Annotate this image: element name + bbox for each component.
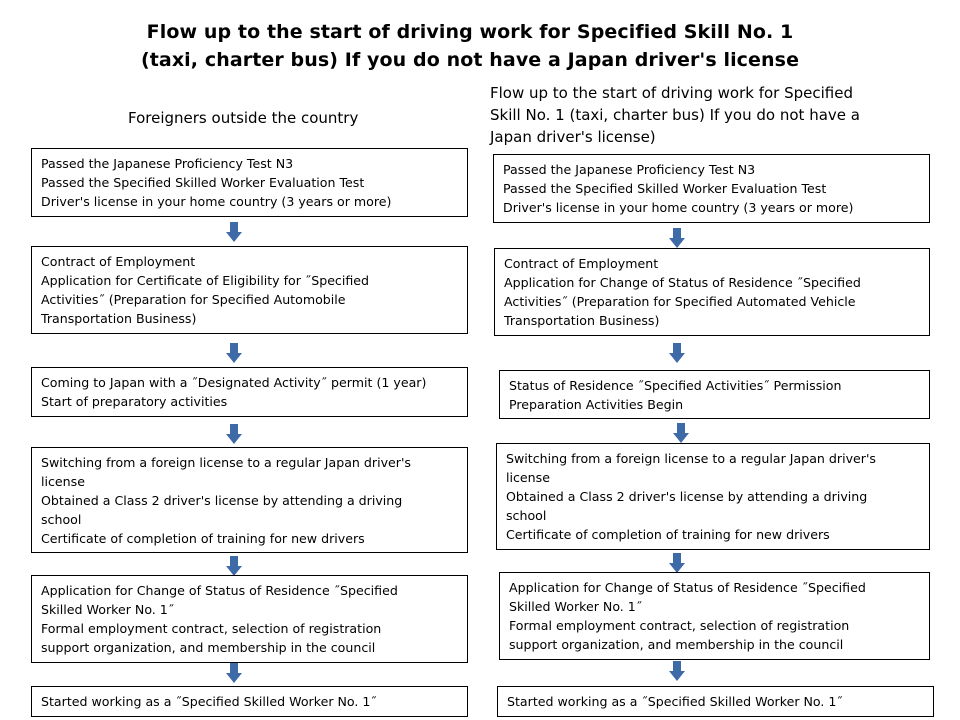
down-arrow-icon — [226, 556, 242, 576]
main-title — [100, 18, 840, 74]
left-step-5-line-3: Formal employment contract, selection of registration — [41, 621, 382, 636]
main-title-line-2: (taxi, charter bus) If you do not have a Japan driver's license — [140, 49, 800, 71]
left-step-4-line-3: Obtained a Class 2 driver's license by attending a driving — [41, 493, 403, 508]
left-step-2-line-2: Application for Certificate of Eligibility for ˝Specified — [41, 273, 370, 288]
right-step-5-line-3: Formal employment contract, selection of registration — [509, 618, 850, 633]
right-step-5-line-1: Application for Change of Status of Residence ˝Specified — [509, 580, 866, 595]
right-heading-line-2: Skill No. 1 (taxi, charter bus) If you do not have a — [490, 106, 860, 124]
left-step-1-line-2: Passed the Specified Skilled Worker Evaluation Test — [41, 175, 365, 190]
left-step-4-line-1: Switching from a foreign license to a regular Japan driver's — [41, 455, 411, 470]
right-step-5-line-2: Skilled Worker No. 1˝ — [509, 599, 643, 614]
left-step-3-line-1: Coming to Japan with a ˝Designated Activity˝ permit (1 year) — [41, 375, 427, 390]
left-step-1-box — [31, 148, 468, 217]
down-arrow-icon — [669, 661, 685, 681]
right-step-3-line-2: Preparation Activities Begin — [509, 397, 684, 412]
right-step-3-line-1: Status of Residence ˝Specified Activities˝ Permission — [509, 378, 842, 393]
right-step-4-line-3: Obtained a Class 2 driver's license by attending a driving — [506, 489, 868, 504]
left-step-2-box — [31, 246, 468, 334]
left-step-4-line-4: school — [41, 512, 82, 527]
right-step-2-line-2: Application for Change of Status of Residence ˝Specified — [504, 275, 861, 290]
right-heading-line-3: Japan driver's license) — [490, 128, 656, 146]
right-step-1-line-2: Passed the Specified Skilled Worker Evaluation Test — [503, 181, 827, 196]
left-step-5-box — [31, 575, 468, 663]
right-step-4-line-4: school — [506, 508, 547, 523]
main-title-line-1: Flow up to the start of driving work for Specified Skill No. 1 — [146, 21, 794, 43]
right-step-1-line-3: Driver's license in your home country (3 years or more) — [503, 200, 854, 215]
right-step-1-line-1: Passed the Japanese Proficiency Test N3 — [503, 162, 756, 177]
right-step-5-line-4: support organization, and membership in the council — [509, 637, 844, 652]
left-column-heading: Foreigners outside the country — [128, 109, 359, 127]
left-step-3-line-2: Start of preparatory activities — [41, 394, 228, 409]
left-step-4-line-5: Certificate of completion of training for new drivers — [41, 531, 365, 546]
right-step-2-line-1: Contract of Employment — [504, 256, 659, 271]
down-arrow-icon — [226, 343, 242, 363]
down-arrow-icon — [226, 663, 242, 683]
right-column-heading — [490, 82, 910, 148]
down-arrow-icon — [669, 343, 685, 363]
down-arrow-icon — [669, 553, 685, 573]
right-step-4-box — [496, 443, 930, 550]
down-arrow-icon — [226, 222, 242, 242]
right-step-4-line-5: Certificate of completion of training for new drivers — [506, 527, 830, 542]
left-step-1-line-3: Driver's license in your home country (3 years or more) — [41, 194, 392, 209]
left-step-3-box — [31, 367, 468, 417]
left-step-6-line-1: Started working as a ˝Specified Skilled Worker No. 1˝ — [41, 694, 377, 709]
right-step-3-box — [499, 370, 930, 419]
right-step-1-box — [493, 154, 930, 223]
left-step-1-line-1: Passed the Japanese Proficiency Test N3 — [41, 156, 294, 171]
left-step-4-box — [31, 447, 468, 553]
right-step-2-line-4: Transportation Business) — [504, 313, 660, 328]
right-step-2-line-3: Activities˝ (Preparation for Specified Automated Vehicle — [504, 294, 856, 309]
down-arrow-icon — [669, 228, 685, 248]
right-step-5-box — [499, 572, 930, 660]
right-step-6-line-1: Started working as a ˝Specified Skilled Worker No. 1˝ — [507, 694, 843, 709]
down-arrow-icon — [226, 424, 242, 444]
right-heading-line-1: Flow up to the start of driving work for Specified — [490, 84, 853, 102]
right-step-2-box — [494, 248, 930, 336]
left-step-2-line-1: Contract of Employment — [41, 254, 196, 269]
left-step-2-line-3: Activities˝ (Preparation for Specified Automobile — [41, 292, 346, 307]
left-step-2-line-4: Transportation Business) — [41, 311, 197, 326]
left-step-5-line-1: Application for Change of Status of Residence ˝Specified — [41, 583, 398, 598]
left-step-4-line-2: license — [41, 474, 85, 489]
right-step-6-box — [497, 686, 934, 717]
left-step-5-line-2: Skilled Worker No. 1˝ — [41, 602, 175, 617]
right-step-4-line-2: license — [506, 470, 550, 485]
left-step-6-box — [31, 686, 468, 717]
left-step-5-line-4: support organization, and membership in the council — [41, 640, 376, 655]
right-step-4-line-1: Switching from a foreign license to a regular Japan driver's — [506, 451, 876, 466]
down-arrow-icon — [673, 423, 689, 443]
